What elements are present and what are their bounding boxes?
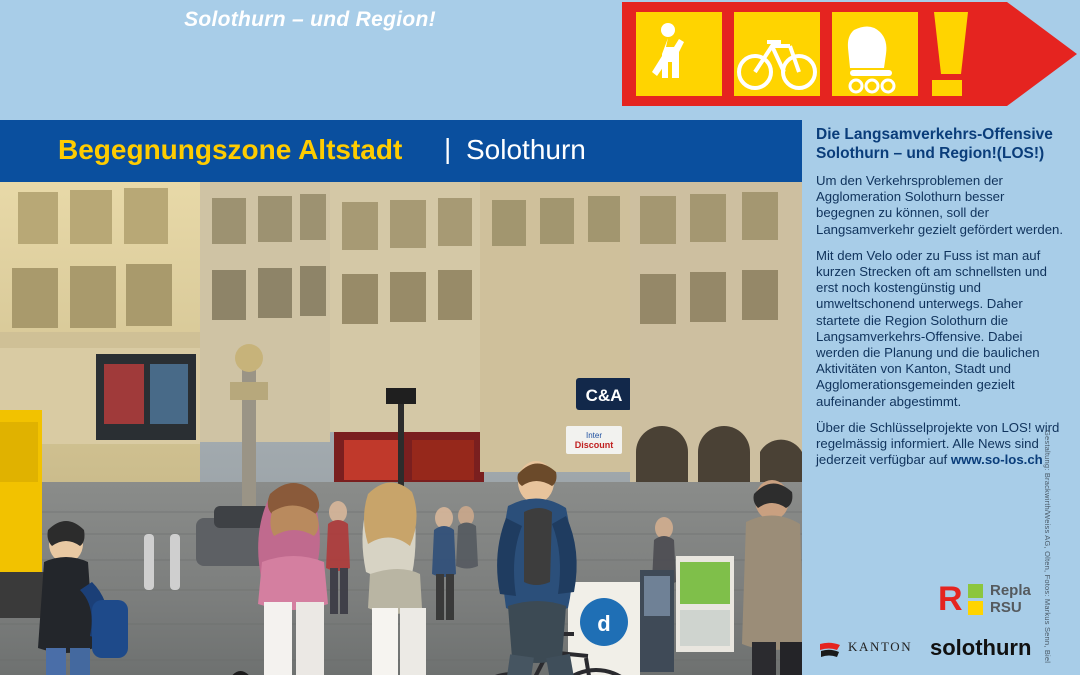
repla-r-letter: R <box>938 580 963 618</box>
title-separator: | <box>444 133 452 164</box>
repla-line-1: Repla <box>990 582 1031 599</box>
header-bar <box>0 0 1080 110</box>
svg-text:Inter: Inter <box>585 431 603 440</box>
kanton-word: KANTON <box>848 639 913 654</box>
los-logo-arrow <box>1007 2 1077 106</box>
kanton-crest-icon <box>820 642 842 658</box>
sidebar-paragraph-1: Um den Verkehrsproblemen der Agglomeration Solothurn besser begegnen zu können, soll der Langsamverkehr gezielt gefördert werden. <box>816 173 1064 237</box>
sidebar-paragraph-2: Mit dem Velo oder zu Fuss ist man auf kurzen Strecken oft am schnellsten und erst noch kostengünstig und umweltschonend unterwegs. Daher startete die Region Solothurn die Langsamverkehrs-Offensive. Dabei werden die Planung und die baulichen Aktivitäten von Kanton, Stadt und Agglomerationsgemeinden gezielt aufeinander abgestimmt. <box>816 247 1047 409</box>
repla-wordmark <box>990 582 1031 616</box>
header-tagline: Solothurn – und Region! <box>184 8 436 31</box>
sidebar-paragraph-3 <box>816 420 1066 469</box>
website-link[interactable]: www.so-los.ch <box>950 452 1043 468</box>
page-subtitle: Solothurn <box>466 134 586 165</box>
svg-text:Discount: Discount <box>574 440 614 450</box>
sidebar-heading: Die Langsamverkehrs-Offensive Solothurn – und Region!(LOS!) <box>816 126 1053 162</box>
kanton-solothurn-logo <box>820 635 1035 668</box>
svg-text:d: d <box>597 611 611 636</box>
page-title: Begegnungszone Altstadt <box>58 134 403 165</box>
repla-line-2: RSU <box>990 599 1022 616</box>
altstadt-street-scene-photo <box>0 182 802 675</box>
los-logo <box>622 2 1077 106</box>
exclamation-mark-icon <box>932 12 968 96</box>
photo-credit: Gestaltung: Brackwirth/Weiss AG, Olten, Fotos: Markus Senn, Biel <box>1043 430 1052 664</box>
repla-rsu-logo <box>938 582 1038 624</box>
page-title-bar <box>0 120 802 182</box>
sidebar-paragraph-3-text: Über die Schlüsselprojekte von LOS! wird regelmässig informiert. Alle News sind jederzeit verfügbar auf <box>816 419 1060 468</box>
photo-illustration <box>0 182 802 675</box>
kanton-name: solothurn <box>930 635 1032 660</box>
repla-bars-icon <box>968 584 984 616</box>
los-logo-letters <box>622 2 1007 106</box>
svg-text:C&A: C&A <box>585 386 623 405</box>
